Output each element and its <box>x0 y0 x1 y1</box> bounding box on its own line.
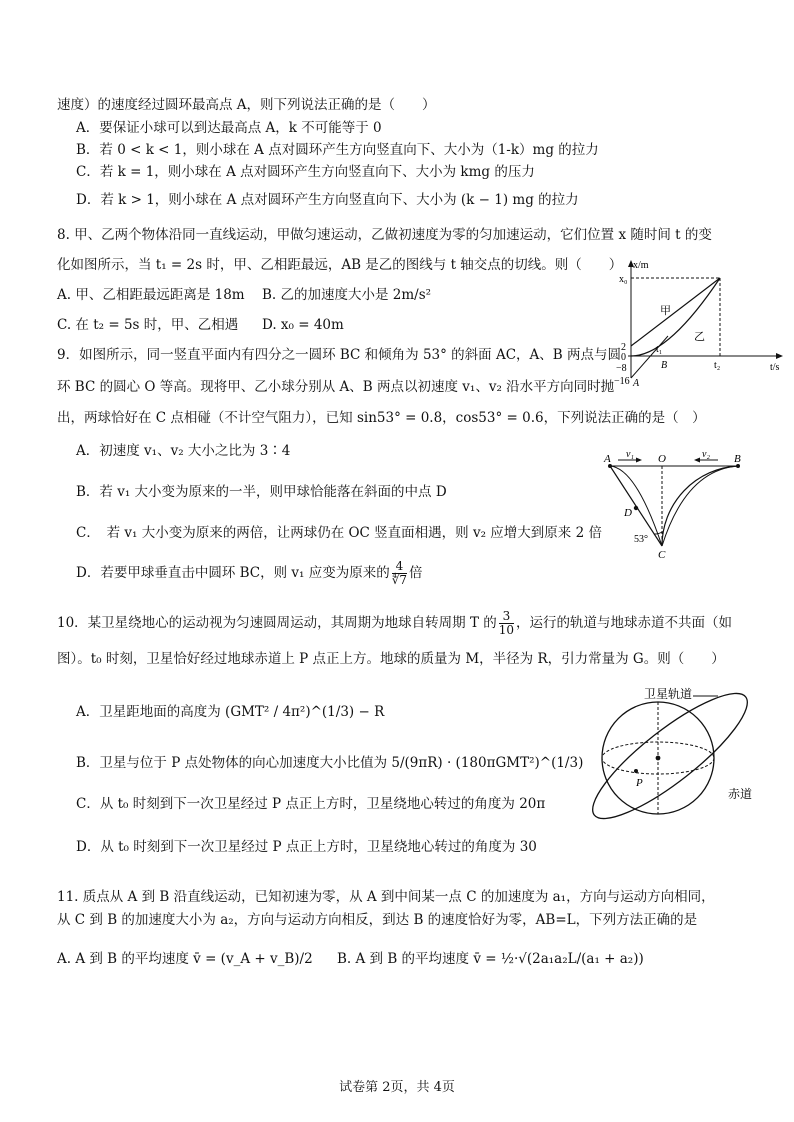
x-axis-label: t/s <box>770 362 780 373</box>
q8-stem-line1: 8. 甲、乙两个物体沿同一直线运动，甲做匀速运动，乙做初速度为零的匀加速运动，它们位置 x 随时间 t 的变 <box>57 227 712 243</box>
q9-option-d-suffix: 倍 <box>409 565 423 581</box>
q10-stem-text: 10．某卫星绕地心的运动视为匀速圆周运动，其周期为地球自转周期 T 的 <box>57 615 497 631</box>
q10-option-d: D．从 t₀ 时刻到下一次卫星经过 P 点正上方时，卫星绕地心转过的角度为 30 <box>76 839 537 855</box>
tick-neg16: −16 <box>614 376 630 387</box>
fig-d-label: D <box>624 507 632 519</box>
point-b-label: B <box>661 360 668 371</box>
q9-stem-line3: 出，两球恰好在 C 点相碰（不计空气阻力），已知 sin53° = 0.8，cos53° = 0.6，下列说法正确的是（ ） <box>57 410 706 426</box>
q10-stem-line1 <box>57 610 732 637</box>
t2-label: t₂ <box>714 360 721 371</box>
q9-option-b: B．若 v₁ 大小变为原来的一半，则甲球恰能落在斜面的中点 D <box>76 484 447 500</box>
q9-d-denominator: ∜7 <box>391 573 408 587</box>
q9-stem-line2: 环 BC 的圆心 O 等高。现将甲、乙小球分别从 A、B 两点以初速度 v₁、v₂ 沿水平方向同时抛 <box>57 379 615 395</box>
yi-curve <box>631 278 720 356</box>
q10-numerator: 3 <box>502 609 511 623</box>
page-footer: 试卷第 2页，共 4页 <box>339 1080 455 1095</box>
tick-0: 0 <box>621 352 626 363</box>
q11-stem-line2: 从 C 到 B 的加速度大小为 a₂，方向与运动方向相反，到达 B 的速度恰好为零，AB=L，下列方法正确的是 <box>57 912 698 928</box>
q11-option-b: B. A 到 B 的平均速度 v̄ = ½·√(2a₁a₂L/(a₁ + a₂)) <box>337 951 644 967</box>
q8-option-c: C. 在 t₂ = 5s 时，甲、乙相遇 <box>57 317 239 333</box>
q9-option-d <box>76 560 423 587</box>
y-axis-label: x/m <box>633 260 649 271</box>
point-a-label: A <box>633 378 640 389</box>
fig-a-label: A <box>604 453 611 465</box>
fig-o-label: O <box>658 453 666 465</box>
q10-option-a-text: A．卫星距地面的高度为 <box>76 704 221 720</box>
t1-label: t₁ <box>656 344 663 355</box>
q10-option-b <box>76 754 583 772</box>
q10-option-b-text: B．卫星与位于 P 点处物体的向心加速度大小比值为 <box>76 755 388 771</box>
q8-option-d: D. x₀ = 40m <box>262 317 344 333</box>
jia-label: 甲 <box>660 305 671 317</box>
point-p-label: P <box>636 777 643 789</box>
x0-label: x₀ <box>619 274 628 285</box>
fig-v2-label: v₂ <box>702 449 710 460</box>
q11-option-a: A. A 到 B 的平均速度 v̄ = (v_A + v_B)/2 <box>57 951 313 967</box>
q10-stem-suffix: ，运行的轨道与地球赤道不共面（如 <box>516 615 733 631</box>
fig-angle-label: 53° <box>634 534 648 545</box>
q10-orbit-figure <box>588 676 778 826</box>
q7-option-c: C．若 k = 1，则小球在 A 点对圆环产生方向竖直向下、大小为 kmg 的压力 <box>76 164 535 180</box>
q9-option-a: A．初速度 v₁、v₂ 大小之比为 3∶4 <box>76 443 291 459</box>
orbit-label: 卫星轨道 <box>644 687 693 701</box>
q7-intro: 速度）的速度经过圆环最高点 A，则下列说法正确的是（ ） <box>57 97 436 113</box>
q9-option-c: C． 若 v₁ 大小变为原来的两倍，让两球仍在 OC 竖直面相遇，则 v₂ 应增大到原来 2 倍 <box>76 525 602 541</box>
q10-option-a-expr: (GMT² / 4π²)^(1/3) − R <box>225 704 385 720</box>
q9-stem-line1: 9．如图所示，同一竖直平面内有四分之一圆环 BC 和倾角为 53° 的斜面 AC，A、B 两点与圆 <box>57 347 622 363</box>
q7-option-a: A．要保证小球可以到达最高点 A，k 不可能等于 0 <box>76 120 382 136</box>
q10-option-b-expr: 5/(9πR) · (180πGMT²)^(1/3) <box>391 755 584 771</box>
arc-bc <box>662 466 738 546</box>
q10-period-fraction <box>499 610 514 637</box>
yi-label: 乙 <box>694 331 705 343</box>
equator-label: 赤道 <box>728 787 753 801</box>
fig-v1-label: v₁ <box>626 449 634 460</box>
q11-stem-line1: 11. 质点从 A 到 B 沿直线运动，已知初速为零，从 A 到中间某一点 C 的加速度为 a₁，方向与运动方向相同， <box>57 889 715 905</box>
q9-option-d-text: D．若要甲球垂直击中圆环 BC，则 v₁ 应变为原来的 <box>76 565 390 581</box>
fig-c-label: C <box>658 549 666 560</box>
earth-center-dot <box>656 756 661 761</box>
q9-figure <box>596 448 756 560</box>
tick-neg8: −8 <box>616 363 627 374</box>
tick-2: 2 <box>621 342 626 353</box>
q8-option-b: B. 乙的加速度大小是 2m/s² <box>262 287 432 303</box>
q8-stem-line2: 化如图所示，当 t₁ = 2s 时，甲、乙相距最远，AB 是乙的图线与 t 轴交点的切线。则（ ） <box>57 257 623 273</box>
jia-line <box>631 278 720 346</box>
q7-option-d: D．若 k > 1，则小球在 A 点对圆环产生方向竖直向下、大小为 (k − 1) mg 的拉力 <box>76 192 579 208</box>
q8-xt-graph <box>608 258 788 390</box>
q10-option-a <box>76 703 384 721</box>
point-p-dot <box>634 769 638 773</box>
q9-d-numerator: 4 <box>395 559 404 573</box>
q10-denominator: 10 <box>498 623 515 637</box>
q10-stem-line2: 图）。t₀ 时刻，卫星恰好经过地球赤道上 P 点正上方。地球的质量为 M，半径为 R，引力常量为 G。则（ ） <box>57 651 725 667</box>
q10-option-c: C．从 t₀ 时刻到下一次卫星经过 P 点正上方时，卫星绕地心转过的角度为 20π <box>76 796 546 812</box>
fig-b-label: B <box>734 453 741 465</box>
q7-option-b: B．若 0 < k < 1，则小球在 A 点对圆环产生方向竖直向下、大小为（1-k）mg 的拉力 <box>76 142 599 158</box>
q8-option-a: A. 甲、乙相距最远距离是 18m <box>57 287 245 303</box>
q9-option-d-fraction <box>392 560 407 587</box>
